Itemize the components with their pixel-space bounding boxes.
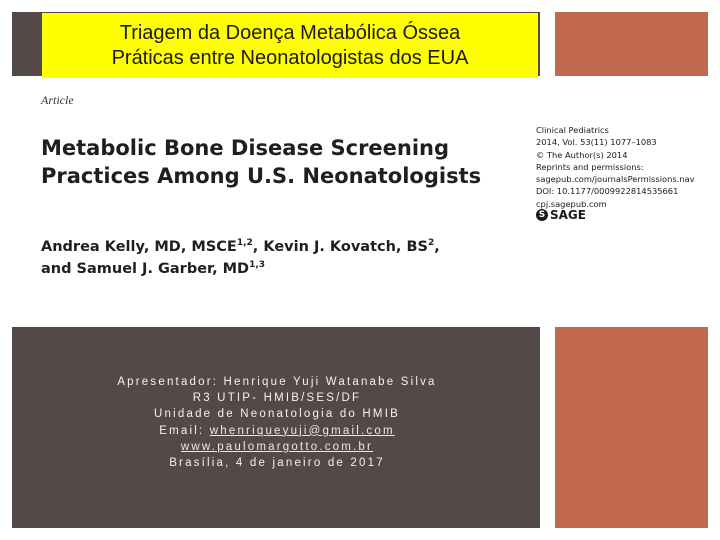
journal-permissions-url: sagepub.com/journalsPermissions.nav: [536, 174, 695, 185]
presenter-info: [12, 374, 542, 471]
presenter-role: R3 UTIP- HMIB/SES/DF: [192, 392, 362, 405]
slide-title-line-2: Práticas entre Neonatologistas dos EUA: [111, 46, 469, 69]
paper-authors: [41, 236, 501, 280]
journal-url: cpj.sagepub.com: [536, 198, 607, 209]
journal-name: Clinical Pediatrics: [536, 125, 609, 135]
paper-title-line-1: Metabolic Bone Disease Screening: [41, 136, 450, 160]
presentation-date: Brasília, 4 de janeiro de 2017: [169, 457, 385, 470]
journal-info: [536, 124, 716, 210]
email-label: Email:: [159, 424, 210, 437]
journal-doi: DOI: 10.1177/0009922814535661: [536, 186, 679, 197]
paper-title: [41, 134, 511, 190]
email-link[interactable]: whenriqueyuji@gmail.com: [209, 424, 395, 437]
author-garber-affiliation: 1,3: [249, 260, 266, 271]
paper-title-line-2: Practices Among U.S. Neonatologists: [41, 164, 482, 188]
journal-copyright: © The Author(s) 2014: [536, 149, 628, 160]
slide-title-line-1: Triagem da Doença Metabólica Óssea: [119, 21, 461, 44]
sage-logo: [536, 208, 586, 222]
author-kovatch: , Kevin J. Kovatch, BS: [252, 239, 428, 255]
article-label: Article: [41, 93, 74, 107]
journal-volume: 2014, Vol. 53(11) 1077–1083: [536, 137, 657, 148]
authors-line-2: [41, 258, 501, 280]
website-row: [12, 439, 542, 455]
authors-line-1: [41, 236, 501, 258]
presenter-name: Apresentador: Henrique Yuji Watanabe Silva: [117, 376, 437, 388]
sage-logo-icon: S: [536, 209, 548, 221]
accent-block-bottom: [555, 327, 708, 528]
author-kovatch-affiliation: 2: [427, 238, 435, 249]
author-garber: and Samuel J. Garber, MD: [41, 261, 250, 277]
slide-title: [42, 13, 538, 78]
website-link[interactable]: www.paulomargotto.com.br: [180, 440, 374, 453]
author-kelly: Andrea Kelly, MD, MSCE: [41, 239, 237, 255]
accent-block-top: [555, 12, 708, 76]
journal-reprints: Reprints and permissions:: [536, 161, 644, 172]
presenter-email-row: [12, 423, 542, 439]
authors-comma: ,: [434, 239, 440, 255]
presenter-unit: Unidade de Neonatologia do HMIB: [154, 408, 400, 421]
sage-logo-text: SAGE: [550, 208, 586, 222]
author-kelly-affiliation: 1,2: [236, 238, 253, 249]
